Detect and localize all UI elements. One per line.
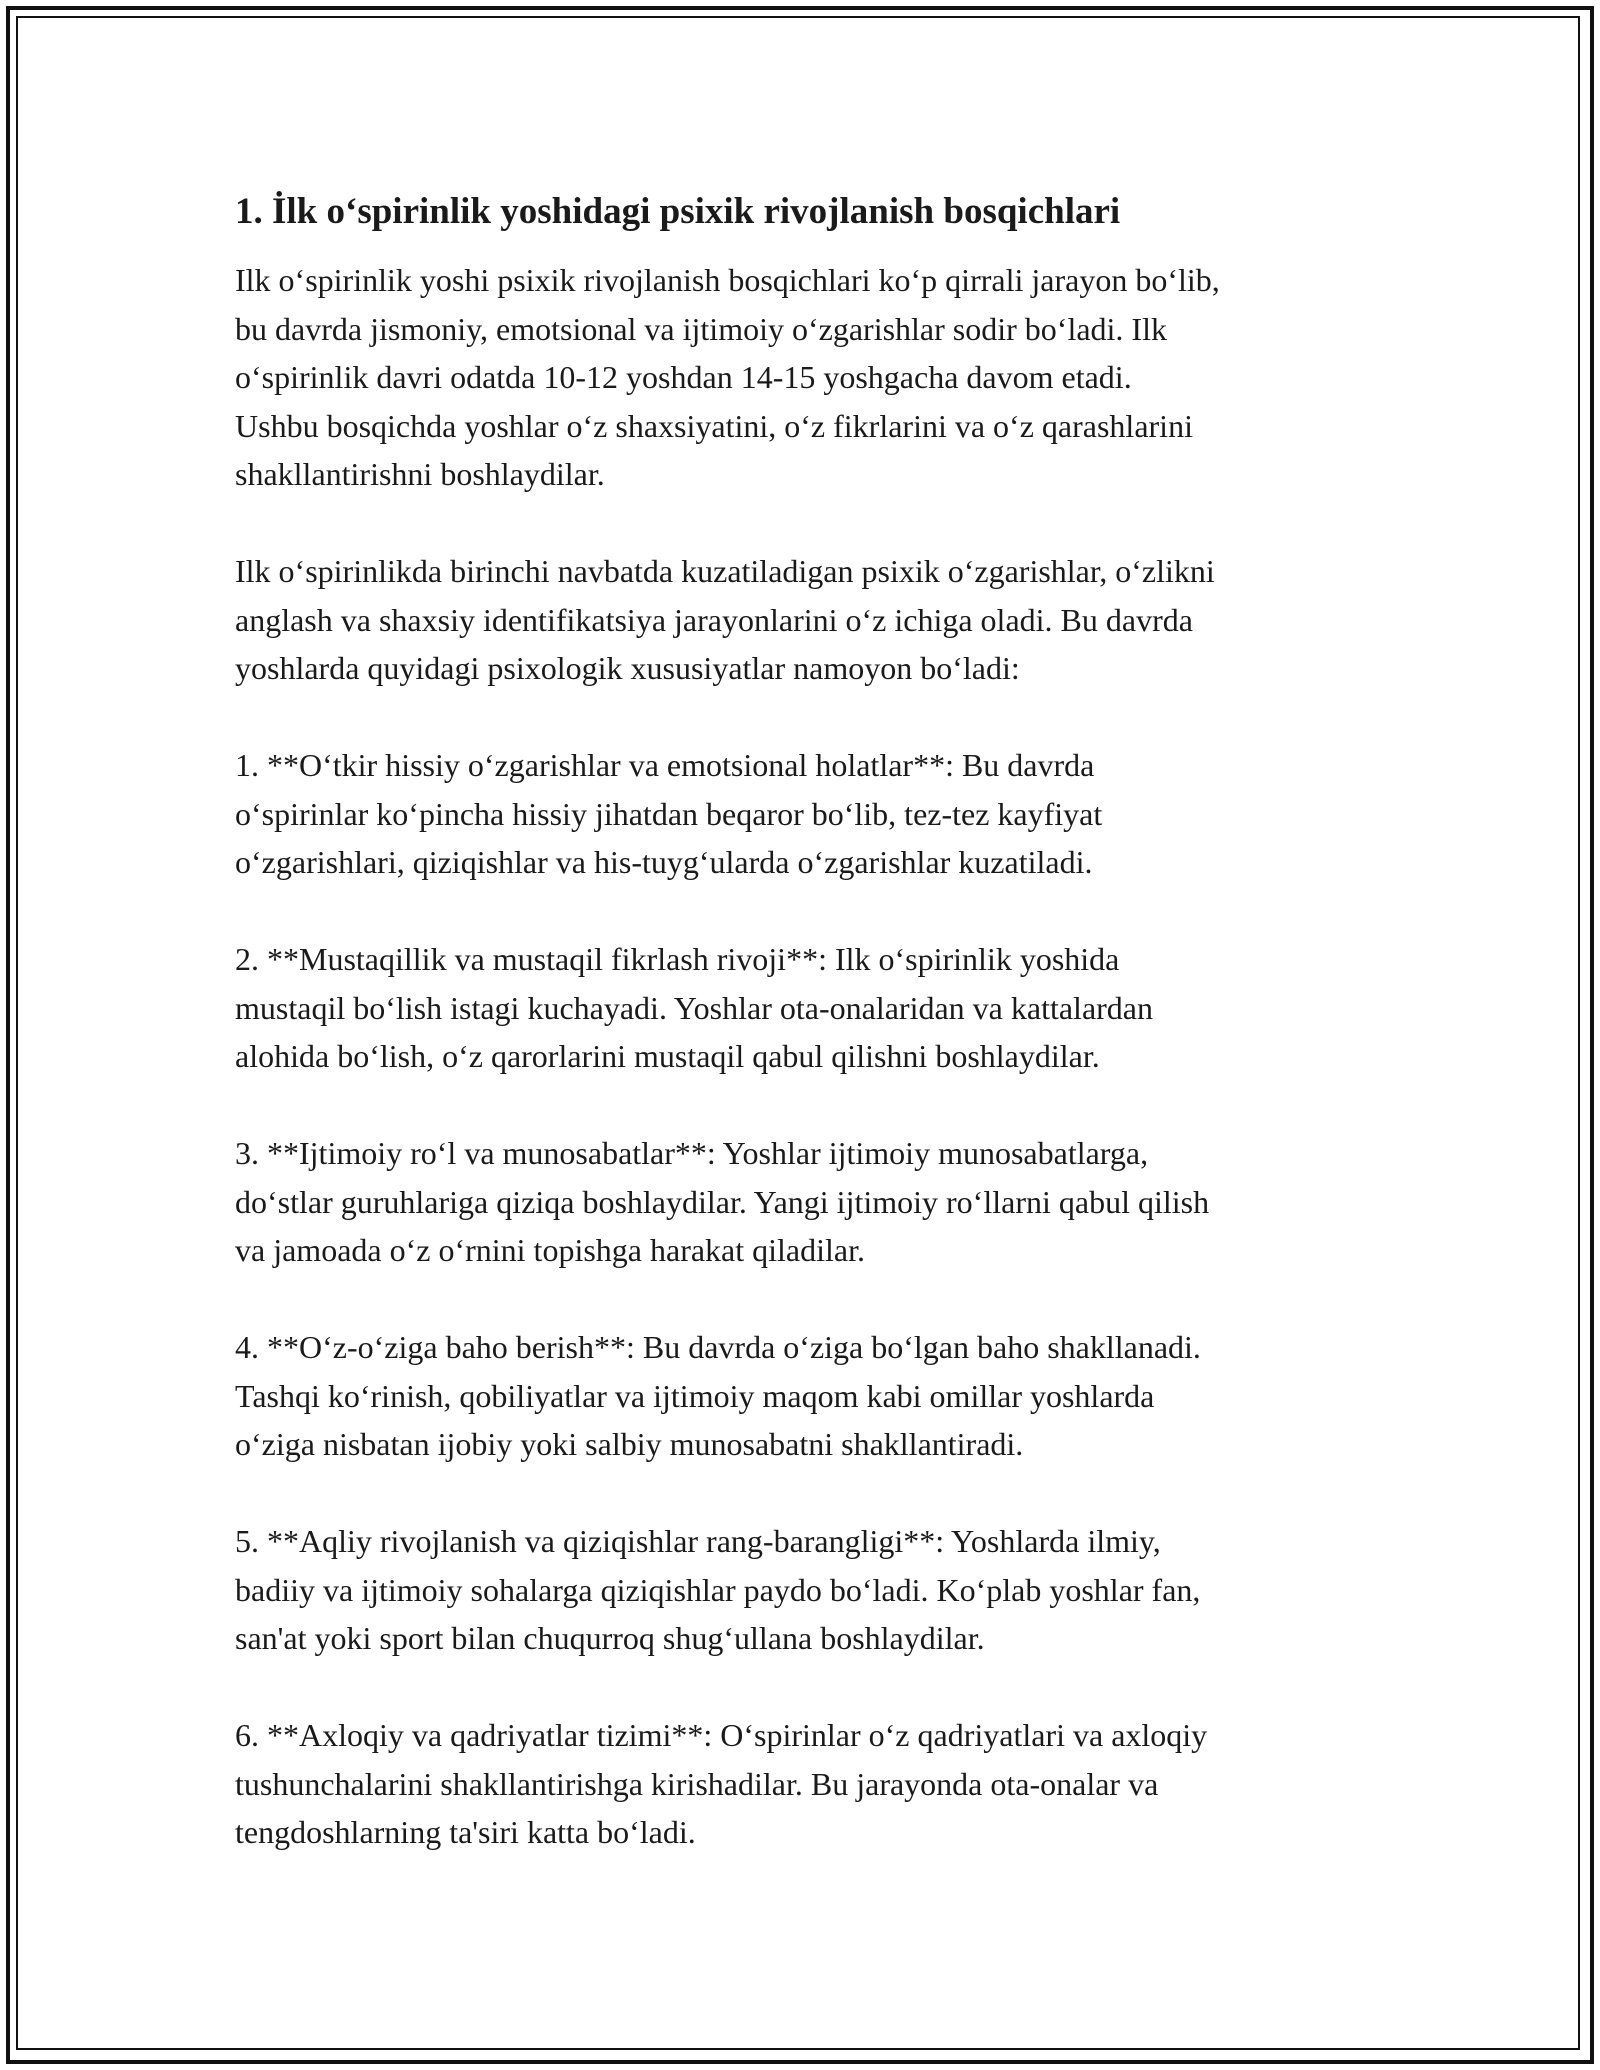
text-line: shakllantirishni boshlaydilar.	[235, 456, 605, 492]
text-line: oʻzgarishlari, qiziqishlar va his-tuygʻularda oʻzgarishlar kuzatiladi.	[235, 844, 1093, 880]
text-line: alohida boʻlish, oʻz qarorlarini mustaqil qabul qilishni boshlaydilar.	[235, 1038, 1100, 1074]
text-line: 6. **Axloqiy va qadriyatlar tizimi**: Oʻspirinlar oʻz qadriyatlari va axloqiy	[235, 1717, 1208, 1753]
list-item-4	[235, 1323, 1385, 1469]
text-line: Ushbu bosqichda yoshlar oʻz shaxsiyatini, oʻz fikrlarini va oʻz qarashlarini	[235, 407, 1193, 444]
paragraph-overview	[235, 547, 1385, 693]
list-item-1	[235, 741, 1385, 887]
document-title: 1. İlk oʻspirinlik yoshidagi psixik rivojlanish bosqichlari	[235, 191, 1121, 232]
text-line: san'at yoki sport bilan chuqurroq shugʻullana boshlaydilar.	[235, 1620, 985, 1656]
text-line: 2. **Mustaqillik va mustaqil fikrlash rivoji**: Ilk oʻspirinlik yoshida	[235, 941, 1120, 977]
text-line: oʻspirinlik davri odatda 10-12 yoshdan 14-15 yoshgacha davom etadi.	[235, 359, 1132, 395]
list-item-3	[235, 1129, 1385, 1275]
document-body	[235, 188, 1385, 1905]
text-line: tengdoshlarning ta'siri katta boʻladi.	[235, 1814, 696, 1850]
text-line: bu davrda jismoniy, emotsional va ijtimoiy oʻzgarishlar sodir boʻladi. Ilk	[235, 310, 1167, 347]
list-item-2	[235, 935, 1385, 1081]
text-line: anglash va shaxsiy identifikatsiya jarayonlarini oʻz ichiga oladi. Bu davrda	[235, 601, 1193, 638]
list-item-5	[235, 1517, 1385, 1663]
text-line: oʻspirinlar koʻpincha hissiy jihatdan beqaror boʻlib, tez-tez kayfiyat	[235, 795, 1103, 832]
text-line: 4. **Oʻz-oʻziga baho berish**: Bu davrda oʻziga boʻlgan baho shakllanadi.	[235, 1329, 1201, 1365]
text-line: doʻstlar guruhlariga qiziqa boshlaydilar. Yangi ijtimoiy roʻllarni qabul qilish	[235, 1183, 1210, 1220]
text-line: Ilk oʻspirinlikda birinchi navbatda kuzatiladigan psixik oʻzgarishlar, oʻzlikni	[235, 553, 1215, 589]
text-line: 3. **Ijtimoiy roʻl va munosabatlar**: Yoshlar ijtimoiy munosabatlarga,	[235, 1135, 1149, 1171]
list-item-6	[235, 1711, 1385, 1857]
text-line: Tashqi koʻrinish, qobiliyatlar va ijtimoiy maqom kabi omillar yoshlarda	[235, 1377, 1155, 1414]
text-line: yoshlarda quyidagi psixologik xususiyatlar namoyon boʻladi:	[235, 650, 1020, 686]
text-line: Ilk oʻspirinlik yoshi psixik rivojlanish bosqichlari koʻp qirrali jarayon boʻlib,	[235, 262, 1220, 298]
text-line: 1. **Oʻtkir hissiy oʻzgarishlar va emotsional holatlar**: Bu davrda	[235, 747, 1095, 783]
text-line: va jamoada oʻz oʻrnini topishga harakat qiladilar.	[235, 1232, 865, 1268]
text-line: oʻziga nisbatan ijobiy yoki salbiy munosabatni shakllantiradi.	[235, 1426, 1024, 1462]
text-line: 5. **Aqliy rivojlanish va qiziqishlar rang-barangligi**: Yoshlarda ilmiy,	[235, 1523, 1161, 1559]
text-line: tushunchalarini shakllantirishga kirishadilar. Bu jarayonda ota-onalar va	[235, 1765, 1159, 1802]
text-line: badiiy va ijtimoiy sohalarga qiziqishlar paydo boʻladi. Koʻplab yoshlar fan,	[235, 1571, 1201, 1608]
text-line: mustaqil boʻlish istagi kuchayadi. Yoshlar ota-onalaridan va kattalardan	[235, 989, 1153, 1026]
paragraph-intro	[235, 256, 1385, 499]
